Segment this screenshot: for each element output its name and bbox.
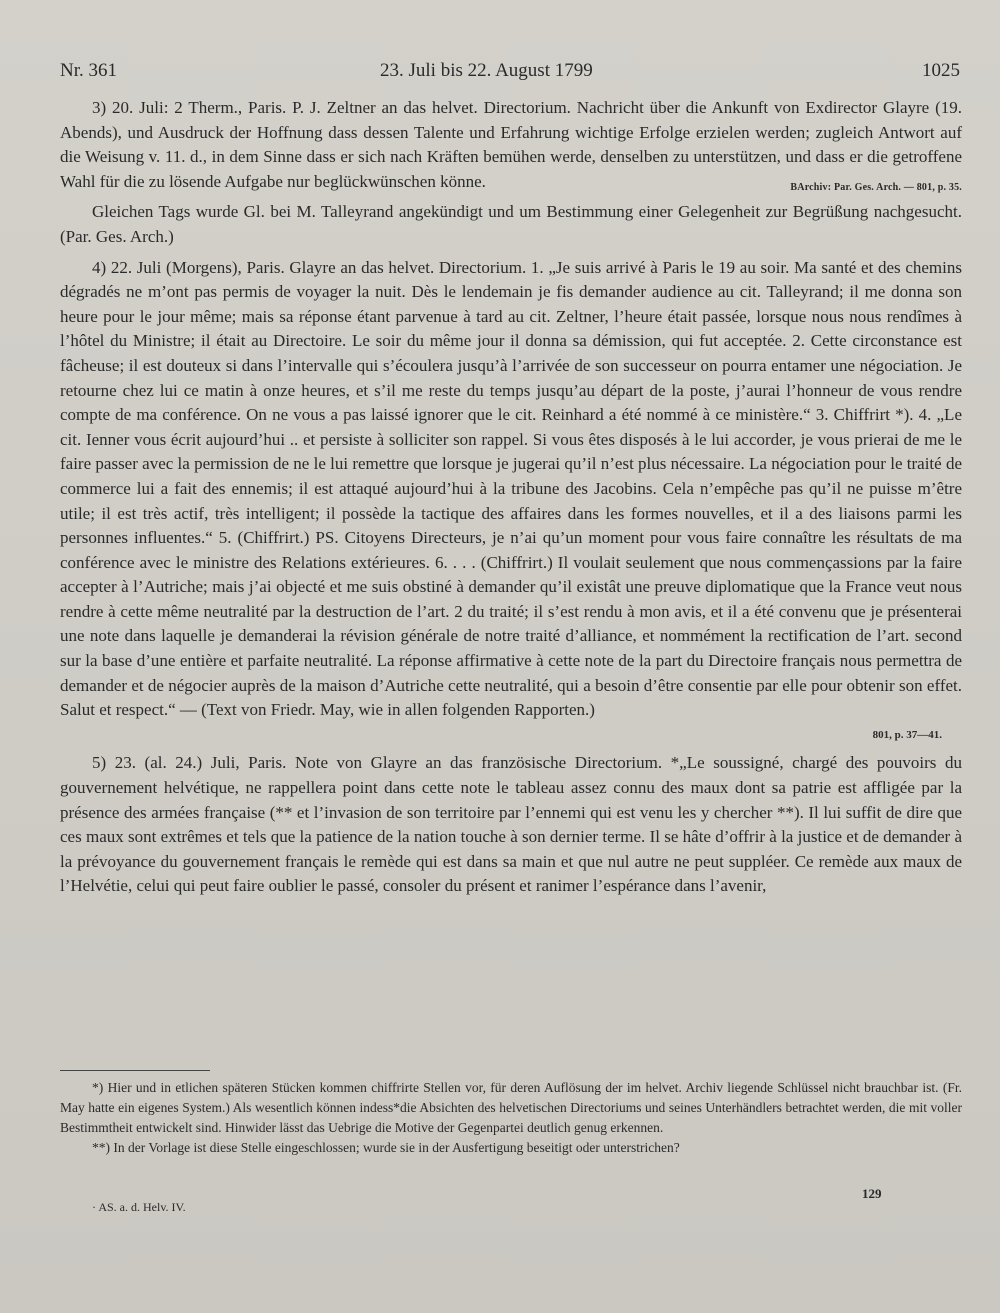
paragraph-entry-5: 5) 23. (al. 24.) Juli, Paris. Note von Glayre an das französische Directorium. *„Le soussigné, chargé des pouvoirs du gouvernement helvétique, ne rappellera point dans cette note le tableau assez connu des maux dont sa patrie est affligée par la présence des armées française (** et l’invasion de son territoire par l’ennemi qui est venu les y chercher **). Il lui suffit de dire que ces maux sont extrêmes et tels que la patience de la nation touche à son dernier terme. Il se hâte d’offrir à la justice et de demander à la prévoyance du gouvernement français le remède qui est dans sa main et que nul autre ne peut suppléer. Ce remède aux maux de l’Helvétie, celui qui peut faire oublier le passé, consoler du présent et ranimer l’espérance dans l’avenir, — [60, 753, 962, 896]
page-number: 1025 — [922, 60, 960, 81]
paragraph-entry-4: 4) 22. Juli (Morgens), Paris. Glayre an das helvet. Directorium. 1. „Je suis arrivé à Paris le 19 au soir. Ma santé et des chemins dégradés ne m’ont pas permis de voyager la nuit. Dès le lendemain je fis demander audience au cit. Talleyrand; il me donna son heure pour le jour même; mais sa réponse étant parvenue à tard au cit. Zeltner, l’heure était passée, lorsque nous nous rendîmes à l’hôtel du Ministre; il était au Directoire. Le soir du même jour il donna sa démission, qui fut acceptée. 2. Cette circonstance est fâcheuse; il est douteux si dans l’intervalle qui s’écoulera jusqu’à l’arrivée de son successeur on pourra entamer une négociation. Je retourne chez lui ce matin à onze heures, et s’il me reste du temps jusqu’au départ de la poste, j’aurai l’honneur de vous rendre compte de ma conférence. On ne vous a pas laissé ignorer que le cit. Reinhard a été nommé à ce ministère.“ 3. Chiffrirt *). 4. „Le cit. Ienner vous écrit aujourd’hui .. et persiste à solliciter son rappel. Si vous êtes disposés à le lui accorder, je vous prierai de me le faire passer avec la permission de ne le lui remettre que lorsque je jugerai qu’il n’est plus nécessaire. La négociation pour le traité de commerce lui a fait des ennemis; il est attaqué aujourd’hui à la tribune des Jacobins. Cela n’empêche pas qu’il ne puisse m’être utile; il est très actif, très intelligent; il possède la tactique des affaires dans les formes nouvelles, et il a des liaisons parmi les personnes influentes.“ 5. (Chiffrirt.) PS. Citoyens Directeurs, je n’ai qu’un moment pour vous faire connaître les résultats de ma conférence avec le ministre des Relations extérieures. 6. . . . (Chiffrirt.) Il voulait seulement que nous commençassions par la faire accepter à l’Autriche; mais j’ai objecté et me suis obstiné à demander qu’il existât une preuve diplomatique que la France veut nous rendre à cette même neutralité par la destruction de l’art. 2 du traité; il s’est rendu à mon avis, et il a été convenu que je présenterai une note dans laquelle je demanderai la révision générale de notre traité d’alliance, et nommément la rectification de l’art. second sur la base d’une entière et parfaite neutralité. La réponse affirmative à cette note de la part du Directoire français nous permettra de demander et de négocier auprès de la maison d’Autriche cette neutralité, qui a besoin d’être consentie par elle pour obtenir son effet. Salut et respect.“ — (Text von Friedr. May, wie in allen folgenden Rapporten.) — [60, 257, 962, 720]
running-header — [60, 60, 960, 86]
paragraph-entry-3: 3) 20. Juli: 2 Therm., Paris. P. J. Zeltner an das helvet. Directorium. Nachricht über die Ankunft von Exdirector Glayre (19. Abends), und Ausdruck der Hoffnung dass dessen Talente und Erfahrung wichtige Erfolge erzielen werden; zugleich Antwort auf die Weisung v. 11. d., in dem Sinne dass er sich nach Kräften bemühen werde, denselben zu unterstützen, und dass er die getroffene Wahl für die zu lösende Aufgabe nur beglückwünschen könne. BArchiv: Par. Ges. Arch. — 801, p. 35. — [60, 96, 962, 194]
document-number: Nr. 361 — [60, 60, 117, 81]
main-text — [60, 96, 962, 905]
footnote: **) In der Vorlage ist diese Stelle eingeschlossen; wurde sie in der Ausfertigung beseitigt oder unterstrichen? — [92, 1140, 680, 1155]
printer-signature: · AS. a. d. Helv. IV. — [92, 1200, 186, 1214]
footnotes — [60, 1078, 962, 1158]
footnote: *) Hier und in etlichen späteren Stücken kommen chiffrirte Stellen vor, für deren Auflösung der im helvet. Archiv liegende Schlüssel nicht brauchbar ist. (Fr. May hatte ein eigenes System.) Als wesentlich können indess*die Absichten des helvetischen Directoriums und seines Unterhändlers betrachtet werden, die mit voller Bestimmtheit entwickelt sind. Hinwider lässt das Uebrige die Motive der Gegenpartei deutlich genug erkennen. — [60, 1080, 962, 1135]
paragraph-note: Gleichen Tags wurde Gl. bei M. Talleyrand angekündigt und um Bestimmung einer Gelegenheit zur Begrüßung nachgesucht. (Par. Ges. Arch.) — [60, 202, 962, 246]
date-range-title: 23. Juli bis 22. August 1799 — [380, 60, 593, 81]
archive-reference: 801, p. 37—41. — [872, 728, 942, 741]
signature-number: 129 — [862, 1186, 882, 1201]
archive-reference: BArchiv: Par. Ges. Arch. — 801, p. 35. — [790, 181, 962, 193]
footnote-divider — [60, 1070, 210, 1071]
